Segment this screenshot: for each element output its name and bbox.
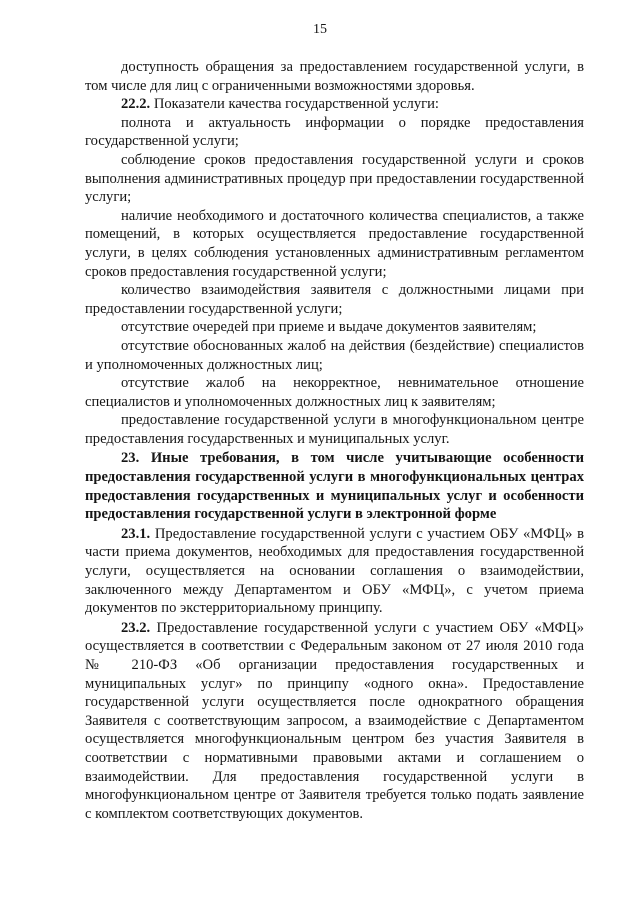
paragraph-23-2 [85,619,584,824]
clause-number: 23.2. [121,619,151,636]
paragraph-completeness: полнота и актуальность информации о порядке предоставления государственной услуги; [85,114,584,150]
document-body [85,58,584,823]
page-number: 15 [313,22,327,37]
paragraph-complaints: отсутствие обоснованных жалоб на действия (бездействие) специалистов и уполномоченных должностных лиц; [85,337,584,373]
clause-number: 23.1. [121,525,151,542]
paragraph-specialists: наличие необходимого и достаточного количества специалистов, а также помещений, в которых осуществляется предоставление государственной услуги, в целях соблюдения установленных административным регламентом сроков предоставления государственной услуги; [85,207,584,280]
paragraph-text: Предоставление государственной услуги с участием ОБУ «МФЦ» в части приема документов, необходимых для предоставления государственной услуги, осуществляется на основании соглашения о взаимодействии, заключенного между Департаментом и ОБУ «МФЦ», с учетом приема документов по экстерриториальному принципу. [85,525,584,617]
paragraph-text: Предоставление государственной услуги с участием ОБУ «МФЦ» осуществляется в соответствии с Федеральным законом от 27 июля 2010 года № 210-ФЗ «Об организации предоставления государственных и муниципальных услуг» по принципу «одного окна». Предоставление государственной услуги осуществляется после однократного обращения Заявителя с соответствующим запросом, а взаимодействие с Департаментом осуществляется многофункциональным центром без участия Заявителя в соответствии с нормативными правовыми актами и соглашением о взаимодействии. Для предоставления государственной услуги в многофункциональном центре от Заявителя требуется только подать заявление с комплектом соответствующих документов. [85,619,584,822]
paragraph-23-1 [85,525,584,618]
section-heading-23: 23. Иные требования, в том числе учитывающие особенности предоставления государственной услуги в многофункциональных центрах предоставления государственных и муниципальных услуг и особенности предоставления государственной услуги в электронной форме [85,450,584,523]
paragraph-queues: отсутствие очередей при приеме и выдаче документов заявителям; [121,319,537,336]
paragraph-22-2 [85,95,584,114]
clause-number: 22.2. [121,96,151,113]
paragraph-deadlines: соблюдение сроков предоставления государственной услуги и сроков выполнения административных процедур при предоставлении государственной услуги; [85,151,584,206]
paragraph-incorrect-attitude: отсутствие жалоб на некорректное, невнимательное отношение специалистов и уполномоченных должностных лиц к заявителям; [85,375,584,410]
paragraph-mfc-provision: предоставление государственной услуги в многофункциональном центре предоставления государственных и муниципальных услуг. [85,412,584,447]
paragraph-accessibility: доступность обращения за предоставлением государственной услуги, в том числе для лиц с ограниченными возможностями здоровья. [85,59,584,94]
paragraph-text: Показатели качества государственной услуги: [150,96,439,113]
paragraph-interactions: количество взаимодействия заявителя с должностными лицами при предоставлении государственной услуги; [85,282,584,317]
